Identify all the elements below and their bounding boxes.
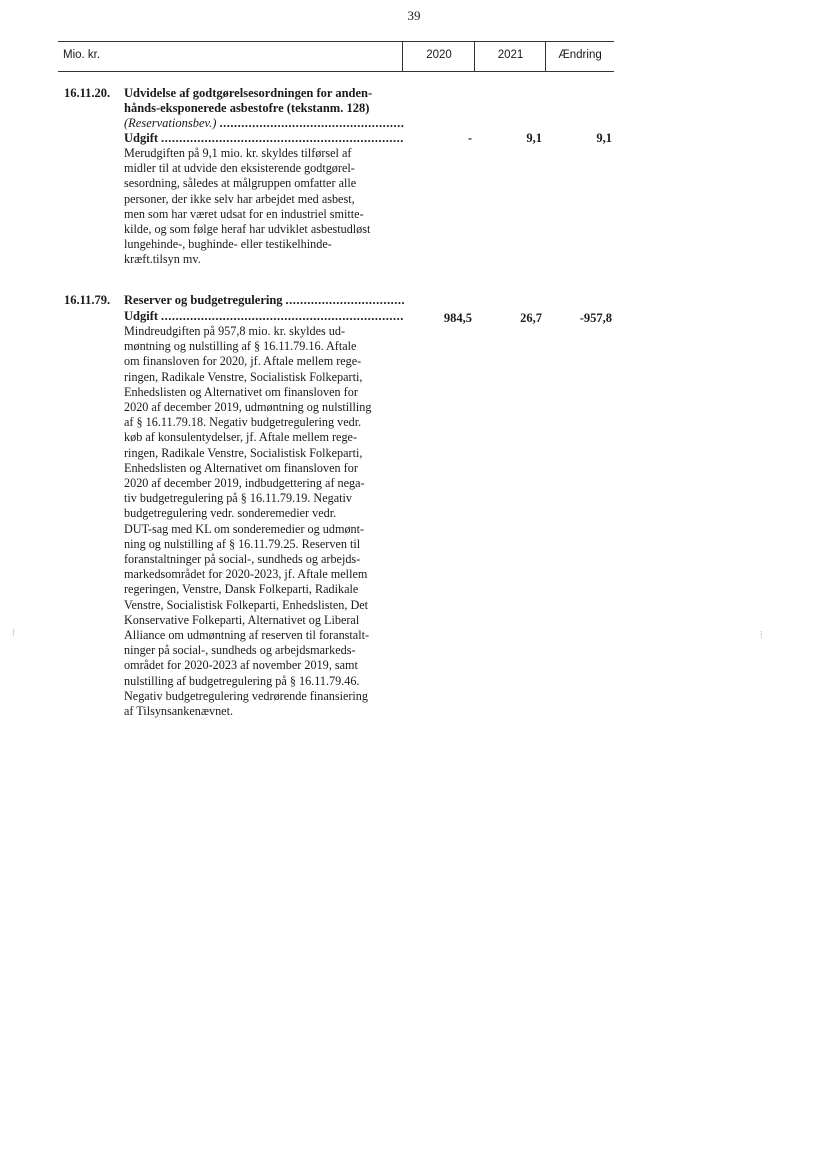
text-line: Enhedslisten og Alternativet om finansloven for xyxy=(124,384,358,399)
text-line: sesordning, således at målgruppen omfatter alle xyxy=(124,176,357,191)
expense-label: Udgift xyxy=(124,309,159,323)
text-line: lungehinde-, bughinde- eller testikelhinde- xyxy=(124,237,332,252)
value-change: -957,8 xyxy=(579,311,612,325)
value-2021: 9,1 xyxy=(526,131,542,145)
text-line: foranstaltninger på social-, sundheds og arbejds- xyxy=(124,552,361,567)
text-line: om finansloven for 2020, jf. Aftale mellem rege- xyxy=(124,354,362,369)
text-line: 2020 af december 2019, udmøntning og nulstilling xyxy=(124,400,372,415)
section-number: 16.11.20. xyxy=(64,86,111,100)
text-line: Alliance om udmøntning af reserven til foranstalt- xyxy=(124,628,370,643)
appropriation-type xyxy=(124,116,404,131)
section-explanation xyxy=(124,146,404,268)
column-header-change: Ændring xyxy=(558,49,602,61)
text-line: men som har været udsat for en industriel smitte- xyxy=(124,206,364,221)
header-top-rule xyxy=(58,41,614,42)
text-line: DUT-sag med KL om sonderemedier og udmønt- xyxy=(124,521,365,536)
text-line: møntning og nulstilling af § 16.11.79.16. Aftale xyxy=(124,339,357,354)
text-line: køb af konsulentydelser, jf. Aftale mellem rege- xyxy=(124,430,358,445)
text-line: Mindreudgiften på 957,8 mio. kr. skyldes ud- xyxy=(124,324,346,338)
section-title xyxy=(124,293,404,308)
scan-speck: ⁞ xyxy=(760,630,763,641)
value-2020: 984,5 xyxy=(443,311,472,325)
appropriation-type-label: (Reservationsbev.) xyxy=(124,116,217,130)
text-line: Merudgiften på 9,1 mio. kr. skyldes tilførsel af xyxy=(124,146,352,160)
text-line: markedsområdet for 2020-2023, jf. Aftale mellem xyxy=(124,567,368,582)
section-title-line: Udvidelse af godtgørelsesordningen for anden- xyxy=(124,86,373,100)
scan-speck: ⁞ xyxy=(12,628,15,639)
expense-line xyxy=(124,309,404,324)
text-line: ringen, Radikale Venstre, Socialistisk Folkeparti, xyxy=(124,369,363,384)
text-line: kræft.tilsyn mv. xyxy=(124,252,201,267)
text-line: af § 16.11.79.18. Negativ budgetregulering vedr. xyxy=(124,415,362,430)
dot-leader xyxy=(219,116,404,131)
text-line: 2020 af december 2019, indbudgettering af nega- xyxy=(124,476,365,491)
dot-leader xyxy=(161,131,404,146)
section-number: 16.11.79. xyxy=(64,293,111,307)
text-line: Venstre, Socialistisk Folkeparti, Enhedslisten, Det xyxy=(124,597,369,612)
section-title xyxy=(124,86,406,116)
text-line: nulstilling af budgetregulering på § 16.11.79.46. xyxy=(124,673,360,688)
dot-leader xyxy=(161,309,404,324)
header-bottom-rule xyxy=(58,71,614,72)
text-line: midler til at udvide den eksisterende godtgørel- xyxy=(124,161,355,176)
expense-label: Udgift xyxy=(124,131,159,145)
text-line: tiv budgetregulering på § 16.11.79.19. Negativ xyxy=(124,491,353,506)
section-title-line: hånds-eksponerede asbestofre (tekstanm. 128) xyxy=(124,101,370,115)
text-line: ninger på social-, sundheds og arbejdsmarkeds- xyxy=(124,643,356,658)
section-explanation xyxy=(124,324,404,719)
value-2020: - xyxy=(467,131,472,145)
page-number: 39 xyxy=(407,8,421,23)
text-line: Negativ budgetregulering vedrørende finansiering xyxy=(124,688,368,703)
text-line: regeringen, Venstre, Dansk Folkeparti, Radikale xyxy=(124,582,359,597)
section-title-label: Reserver og budgetregulering xyxy=(124,293,283,307)
text-line: området for 2020-2023 af november 2019, samt xyxy=(124,658,358,673)
text-line: kilde, og som følge heraf har udviklet asbestudløst xyxy=(124,222,371,237)
text-line: Enhedslisten og Alternativet om finansloven for xyxy=(124,460,358,475)
dot-leader xyxy=(286,293,404,308)
value-2021: 26,7 xyxy=(520,311,542,325)
text-line: budgetregulering vedr. sonderemedier vedr. xyxy=(124,506,337,521)
unit-label: Mio. kr. xyxy=(63,49,101,61)
column-header-2021: 2021 xyxy=(497,49,524,61)
text-line: ning og nulstilling af § 16.11.79.25. Reserven til xyxy=(124,536,361,551)
text-line: Konservative Folkeparti, Alternativet og Liberal xyxy=(124,612,360,627)
expense-line xyxy=(124,131,404,146)
value-change: 9,1 xyxy=(596,131,612,145)
text-line: ringen, Radikale Venstre, Socialistisk Folkeparti, xyxy=(124,445,363,460)
column-header-2020: 2020 xyxy=(426,49,452,61)
text-line: af Tilsynsankenævnet. xyxy=(124,704,234,719)
text-line: personer, der ikke selv har arbejdet med asbest, xyxy=(124,191,355,206)
